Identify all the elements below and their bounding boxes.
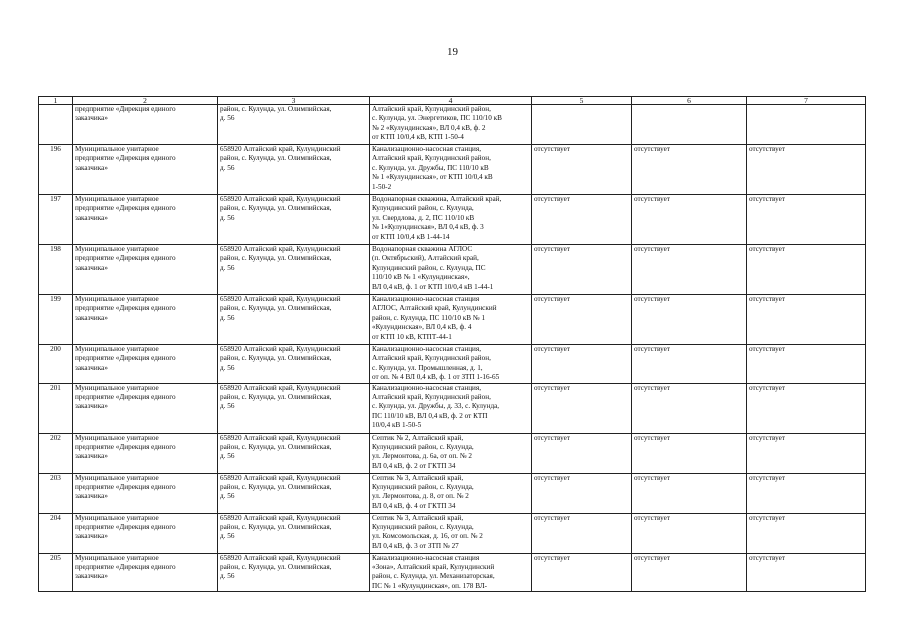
object-line: Канализационно-насосная станция,: [372, 345, 481, 353]
object-line: ВЛ 0,4 кВ, ф. 3 от ЗТП № 27: [372, 541, 459, 550]
object-line: Кулундинский район, с. Кулунда,: [372, 204, 474, 213]
owner-line: предприятие «Дирекция единого: [75, 563, 176, 572]
address-cell: [218, 553, 370, 592]
value-cell-c7: отсутствует: [747, 195, 866, 245]
object-line: ВЛ 0,4 кВ, ф. 4 от ГКТП 34: [372, 501, 456, 510]
address-line: район, с. Кулунда, ул. Олимпийская,: [220, 483, 332, 492]
owner-line: предприятие «Дирекция единого: [75, 254, 176, 263]
table-row: [39, 345, 866, 384]
object-line: от КТП 10 кВ, КТПТ-44-1: [372, 332, 452, 341]
owner-cell: [73, 345, 218, 384]
row-number-cell: 201: [39, 383, 73, 433]
object-line: 10/0,4 кВ 1-50-5: [372, 421, 422, 430]
address-line: д. 56: [220, 363, 235, 372]
owner-line: предприятие «Дирекция единого: [75, 483, 176, 492]
object-cell: [370, 383, 532, 433]
value-cell-c5: отсутствует: [532, 195, 632, 245]
address-line: д. 56: [220, 313, 235, 322]
object-cell: [370, 105, 532, 145]
registry-table: [38, 96, 866, 592]
object-cell: [370, 145, 532, 195]
owner-cell: [73, 145, 218, 195]
object-line: ул. Комсомольская, д. 16, от оп. № 2: [372, 532, 483, 541]
address-line: 658920 Алтайский край, Кулундинский: [220, 245, 341, 253]
object-line: Кулундинский район, с. Кулунда,: [372, 523, 474, 532]
table-row: [39, 473, 866, 513]
row-number-cell: 203: [39, 473, 73, 513]
owner-line: предприятие «Дирекция единого: [75, 105, 176, 113]
address-cell: [218, 345, 370, 384]
object-cell: [370, 295, 532, 345]
owner-cell: [73, 195, 218, 245]
object-line: с. Кулунда, ул. Дружбы, ПС 110/10 кВ: [372, 163, 489, 172]
owner-line: Муниципальное унитарное: [75, 145, 159, 153]
address-cell: [218, 473, 370, 513]
value-cell-c7: отсутствует: [747, 345, 866, 384]
owner-line: заказчика»: [75, 114, 108, 123]
object-line: район, с. Кулунда, ПС 110/10 кВ № 1: [372, 313, 486, 322]
column-header: 5: [532, 97, 632, 105]
value-cell-c7: отсутствует: [747, 473, 866, 513]
value-cell-c5: отсутствует: [532, 245, 632, 295]
value-cell-c5: отсутствует: [532, 513, 632, 553]
page-number: 19: [447, 46, 458, 58]
value-cell-c6: отсутствует: [632, 473, 747, 513]
owner-line: Муниципальное унитарное: [75, 195, 159, 203]
object-cell: [370, 245, 532, 295]
object-line: Септик № 3, Алтайский край,: [372, 513, 464, 522]
object-line: от КТП 10/0,4 кВ 1-44-14: [372, 232, 450, 241]
row-number-cell: [39, 105, 73, 145]
object-line: Кулундинский район, с. Кулунда,: [372, 443, 474, 452]
owner-cell: [73, 245, 218, 295]
address-line: район, с. Кулунда, ул. Олимпийская,: [220, 393, 332, 402]
value-cell-c7: [747, 105, 866, 145]
owner-line: заказчика»: [75, 263, 108, 272]
owner-line: Муниципальное унитарное: [75, 345, 159, 353]
object-line: ПС 110/10 кВ, ВЛ 0,4 кВ, ф. 2 от КТП: [372, 411, 488, 420]
object-line: Кулундинский район, с. Кулунда,: [372, 483, 474, 492]
address-line: 658920 Алтайский край, Кулундинский: [220, 145, 341, 153]
object-line: Алтайский край, Кулундинский район,: [372, 354, 491, 363]
object-line: ВЛ 0,4 кВ, ф. 2 от ГКТП 34: [372, 461, 456, 470]
object-line: АГЛОС, Алтайский край, Кулундинский: [372, 304, 497, 313]
object-line: ул. Лермонтова, д. 6а, от оп. № 2: [372, 452, 473, 461]
address-cell: [218, 433, 370, 473]
table-row: [39, 513, 866, 553]
value-cell-c6: отсутствует: [632, 345, 747, 384]
address-line: д. 56: [220, 452, 235, 461]
object-line: Алтайский край, Кулундинский район,: [372, 105, 491, 113]
object-line: Алтайский край, Кулундинский район,: [372, 393, 491, 402]
object-cell: [370, 195, 532, 245]
value-cell-c6: отсутствует: [632, 383, 747, 433]
value-cell-c6: отсутствует: [632, 433, 747, 473]
address-line: д. 56: [220, 213, 235, 222]
object-line: Канализационно-насосная станция: [372, 295, 480, 303]
address-line: 658920 Алтайский край, Кулундинский: [220, 553, 341, 562]
row-number-cell: 205: [39, 553, 73, 592]
owner-line: Муниципальное унитарное: [75, 383, 159, 392]
column-header: 6: [632, 97, 747, 105]
address-line: 658920 Алтайский край, Кулундинский: [220, 513, 341, 522]
owner-line: Муниципальное унитарное: [75, 513, 159, 522]
address-line: д. 56: [220, 492, 235, 501]
table-row: [39, 433, 866, 473]
address-cell: [218, 295, 370, 345]
row-number-cell: 202: [39, 433, 73, 473]
object-line: 1-50-2: [372, 182, 392, 191]
owner-cell: [73, 383, 218, 433]
row-number-cell: 196: [39, 145, 73, 195]
object-cell: [370, 433, 532, 473]
object-line: «Зона», Алтайский край, Кулундинский: [372, 563, 495, 572]
address-line: район, с. Кулунда, ул. Олимпийская,: [220, 443, 332, 452]
address-line: д. 56: [220, 163, 235, 172]
table-row: [39, 295, 866, 345]
object-line: 110/10 кВ № 1 «Кулундинская»,: [372, 273, 470, 282]
object-line: Септик № 2, Алтайский край,: [372, 433, 464, 442]
column-number-row: [39, 97, 866, 105]
address-line: район, с. Кулунда, ул. Олимпийская,: [220, 254, 332, 263]
object-line: Водонапорная скважина АГЛОС: [372, 245, 473, 253]
address-cell: [218, 245, 370, 295]
address-line: район, с. Кулунда, ул. Олимпийская,: [220, 204, 332, 213]
table-row: [39, 195, 866, 245]
column-header: 3: [218, 97, 370, 105]
object-line: от КТП 10/0,4 кВ, КТП 1-50-4: [372, 133, 464, 142]
object-line: ПС № 1 «Кулундинская», оп. 178 ВЛ-: [372, 581, 487, 590]
address-line: район, с. Кулунда, ул. Олимпийская,: [220, 105, 332, 113]
table-row: [39, 145, 866, 195]
owner-cell: [73, 295, 218, 345]
owner-line: заказчика»: [75, 452, 108, 461]
object-line: Канализационно-насосная станция,: [372, 383, 481, 392]
address-line: 658920 Алтайский край, Кулундинский: [220, 383, 341, 392]
object-line: с. Кулунда, ул. Промышленная, д. 1,: [372, 363, 483, 372]
owner-line: заказчика»: [75, 492, 108, 501]
object-line: ВЛ 0,4 кВ, ф. 1 от КТП 10/0,4 кВ 1-44-1: [372, 282, 494, 291]
object-line: ул. Лермонтова, д. 8, от оп. № 2: [372, 492, 469, 501]
value-cell-c7: отсутствует: [747, 553, 866, 592]
object-line: Канализационно-насосная станция,: [372, 145, 481, 153]
address-cell: [218, 145, 370, 195]
object-cell: [370, 513, 532, 553]
row-number-cell: 197: [39, 195, 73, 245]
object-cell: [370, 473, 532, 513]
address-line: район, с. Кулунда, ул. Олимпийская,: [220, 563, 332, 572]
object-cell: [370, 553, 532, 592]
value-cell-c6: [632, 105, 747, 145]
owner-cell: [73, 105, 218, 145]
owner-line: заказчика»: [75, 163, 108, 172]
object-line: Септик № 3, Алтайский край,: [372, 473, 464, 482]
object-line: Водонапорная скважина, Алтайский край,: [372, 195, 502, 203]
owner-line: предприятие «Дирекция единого: [75, 204, 176, 213]
object-line: «Кулундинская», ВЛ 0,4 кВ, ф. 4: [372, 323, 472, 332]
object-line: № 1 «Кулундинская», от КТП 10/0,4 кВ: [372, 173, 493, 182]
owner-line: Муниципальное унитарное: [75, 553, 159, 562]
value-cell-c7: отсутствует: [747, 383, 866, 433]
value-cell-c7: отсутствует: [747, 245, 866, 295]
object-line: Алтайский край, Кулундинский район,: [372, 154, 491, 163]
address-line: д. 56: [220, 263, 235, 272]
owner-line: заказчика»: [75, 532, 108, 541]
table-body: [39, 105, 866, 592]
owner-line: Муниципальное унитарное: [75, 295, 159, 303]
row-number-cell: 204: [39, 513, 73, 553]
owner-line: предприятие «Дирекция единого: [75, 523, 176, 532]
row-number-cell: 198: [39, 245, 73, 295]
owner-line: заказчика»: [75, 313, 108, 322]
object-line: от оп. № 4 ВЛ 0,4 кВ, ф. 1 от ЗТП 1-16-65: [372, 373, 500, 382]
table-row: [39, 553, 866, 592]
object-line: (п. Октябрьский), Алтайский край,: [372, 254, 479, 263]
owner-line: предприятие «Дирекция единого: [75, 154, 176, 163]
address-line: 658920 Алтайский край, Кулундинский: [220, 195, 341, 203]
object-line: ул. Свердлова, д. 2, ПС 110/10 кВ: [372, 213, 475, 222]
address-line: район, с. Кулунда, ул. Олимпийская,: [220, 354, 332, 363]
object-line: район, с. Кулунда, ул. Механизаторская,: [372, 572, 495, 581]
owner-line: предприятие «Дирекция единого: [75, 304, 176, 313]
column-header: 4: [370, 97, 532, 105]
address-line: 658920 Алтайский край, Кулундинский: [220, 433, 341, 442]
object-line: с. Кулунда, ул. Дружбы, д. 33, с. Кулунда,: [372, 402, 500, 411]
address-line: 658920 Алтайский край, Кулундинский: [220, 345, 341, 353]
address-line: район, с. Кулунда, ул. Олимпийская,: [220, 304, 332, 313]
value-cell-c5: отсутствует: [532, 553, 632, 592]
address-line: район, с. Кулунда, ул. Олимпийская,: [220, 154, 332, 163]
address-cell: [218, 383, 370, 433]
column-header: 1: [39, 97, 73, 105]
owner-line: предприятие «Дирекция единого: [75, 354, 176, 363]
owner-cell: [73, 473, 218, 513]
value-cell-c5: отсутствует: [532, 473, 632, 513]
owner-line: заказчика»: [75, 572, 108, 581]
owner-line: Муниципальное унитарное: [75, 433, 159, 442]
owner-line: Муниципальное унитарное: [75, 245, 159, 253]
value-cell-c7: отсутствует: [747, 145, 866, 195]
row-number-cell: 199: [39, 295, 73, 345]
table-row: [39, 245, 866, 295]
owner-line: предприятие «Дирекция единого: [75, 443, 176, 452]
table-row: [39, 383, 866, 433]
address-line: д. 56: [220, 402, 235, 411]
owner-cell: [73, 553, 218, 592]
value-cell-c5: отсутствует: [532, 383, 632, 433]
value-cell-c6: отсутствует: [632, 295, 747, 345]
value-cell-c6: отсутствует: [632, 145, 747, 195]
value-cell-c7: отсутствует: [747, 295, 866, 345]
value-cell-c6: отсутствует: [632, 513, 747, 553]
owner-line: заказчика»: [75, 363, 108, 372]
value-cell-c5: отсутствует: [532, 295, 632, 345]
address-line: д. 56: [220, 572, 235, 581]
owner-line: заказчика»: [75, 402, 108, 411]
address-line: 658920 Алтайский край, Кулундинский: [220, 295, 341, 303]
address-cell: [218, 513, 370, 553]
value-cell-c6: отсутствует: [632, 553, 747, 592]
address-line: д. 56: [220, 114, 235, 123]
object-cell: [370, 345, 532, 384]
value-cell-c7: отсутствует: [747, 513, 866, 553]
row-number-cell: 200: [39, 345, 73, 384]
address-line: район, с. Кулунда, ул. Олимпийская,: [220, 523, 332, 532]
value-cell-c7: отсутствует: [747, 433, 866, 473]
object-line: с. Кулунда, ул. Энергетиков, ПС 110/10 кВ: [372, 114, 502, 123]
address-line: д. 56: [220, 532, 235, 541]
value-cell-c5: отсутствует: [532, 145, 632, 195]
owner-cell: [73, 433, 218, 473]
owner-line: Муниципальное унитарное: [75, 473, 159, 482]
address-cell: [218, 195, 370, 245]
value-cell-c5: отсутствует: [532, 345, 632, 384]
object-line: Канализационно-насосная станция: [372, 553, 480, 562]
owner-cell: [73, 513, 218, 553]
table-row: [39, 105, 866, 145]
column-header: 2: [73, 97, 218, 105]
value-cell-c5: отсутствует: [532, 433, 632, 473]
value-cell-c6: отсутствует: [632, 245, 747, 295]
value-cell-c5: [532, 105, 632, 145]
object-line: № 1«Кулундинская», ВЛ 0,4 кВ, ф. 3: [372, 223, 484, 232]
column-header: 7: [747, 97, 866, 105]
object-line: Кулундинский район, с. Кулунда, ПС: [372, 263, 486, 272]
value-cell-c6: отсутствует: [632, 195, 747, 245]
owner-line: заказчика»: [75, 213, 108, 222]
address-cell: [218, 105, 370, 145]
address-line: 658920 Алтайский край, Кулундинский: [220, 473, 341, 482]
owner-line: предприятие «Дирекция единого: [75, 393, 176, 402]
object-line: № 2 «Кулундинская», ВЛ 0,4 кВ, ф. 2: [372, 123, 486, 132]
